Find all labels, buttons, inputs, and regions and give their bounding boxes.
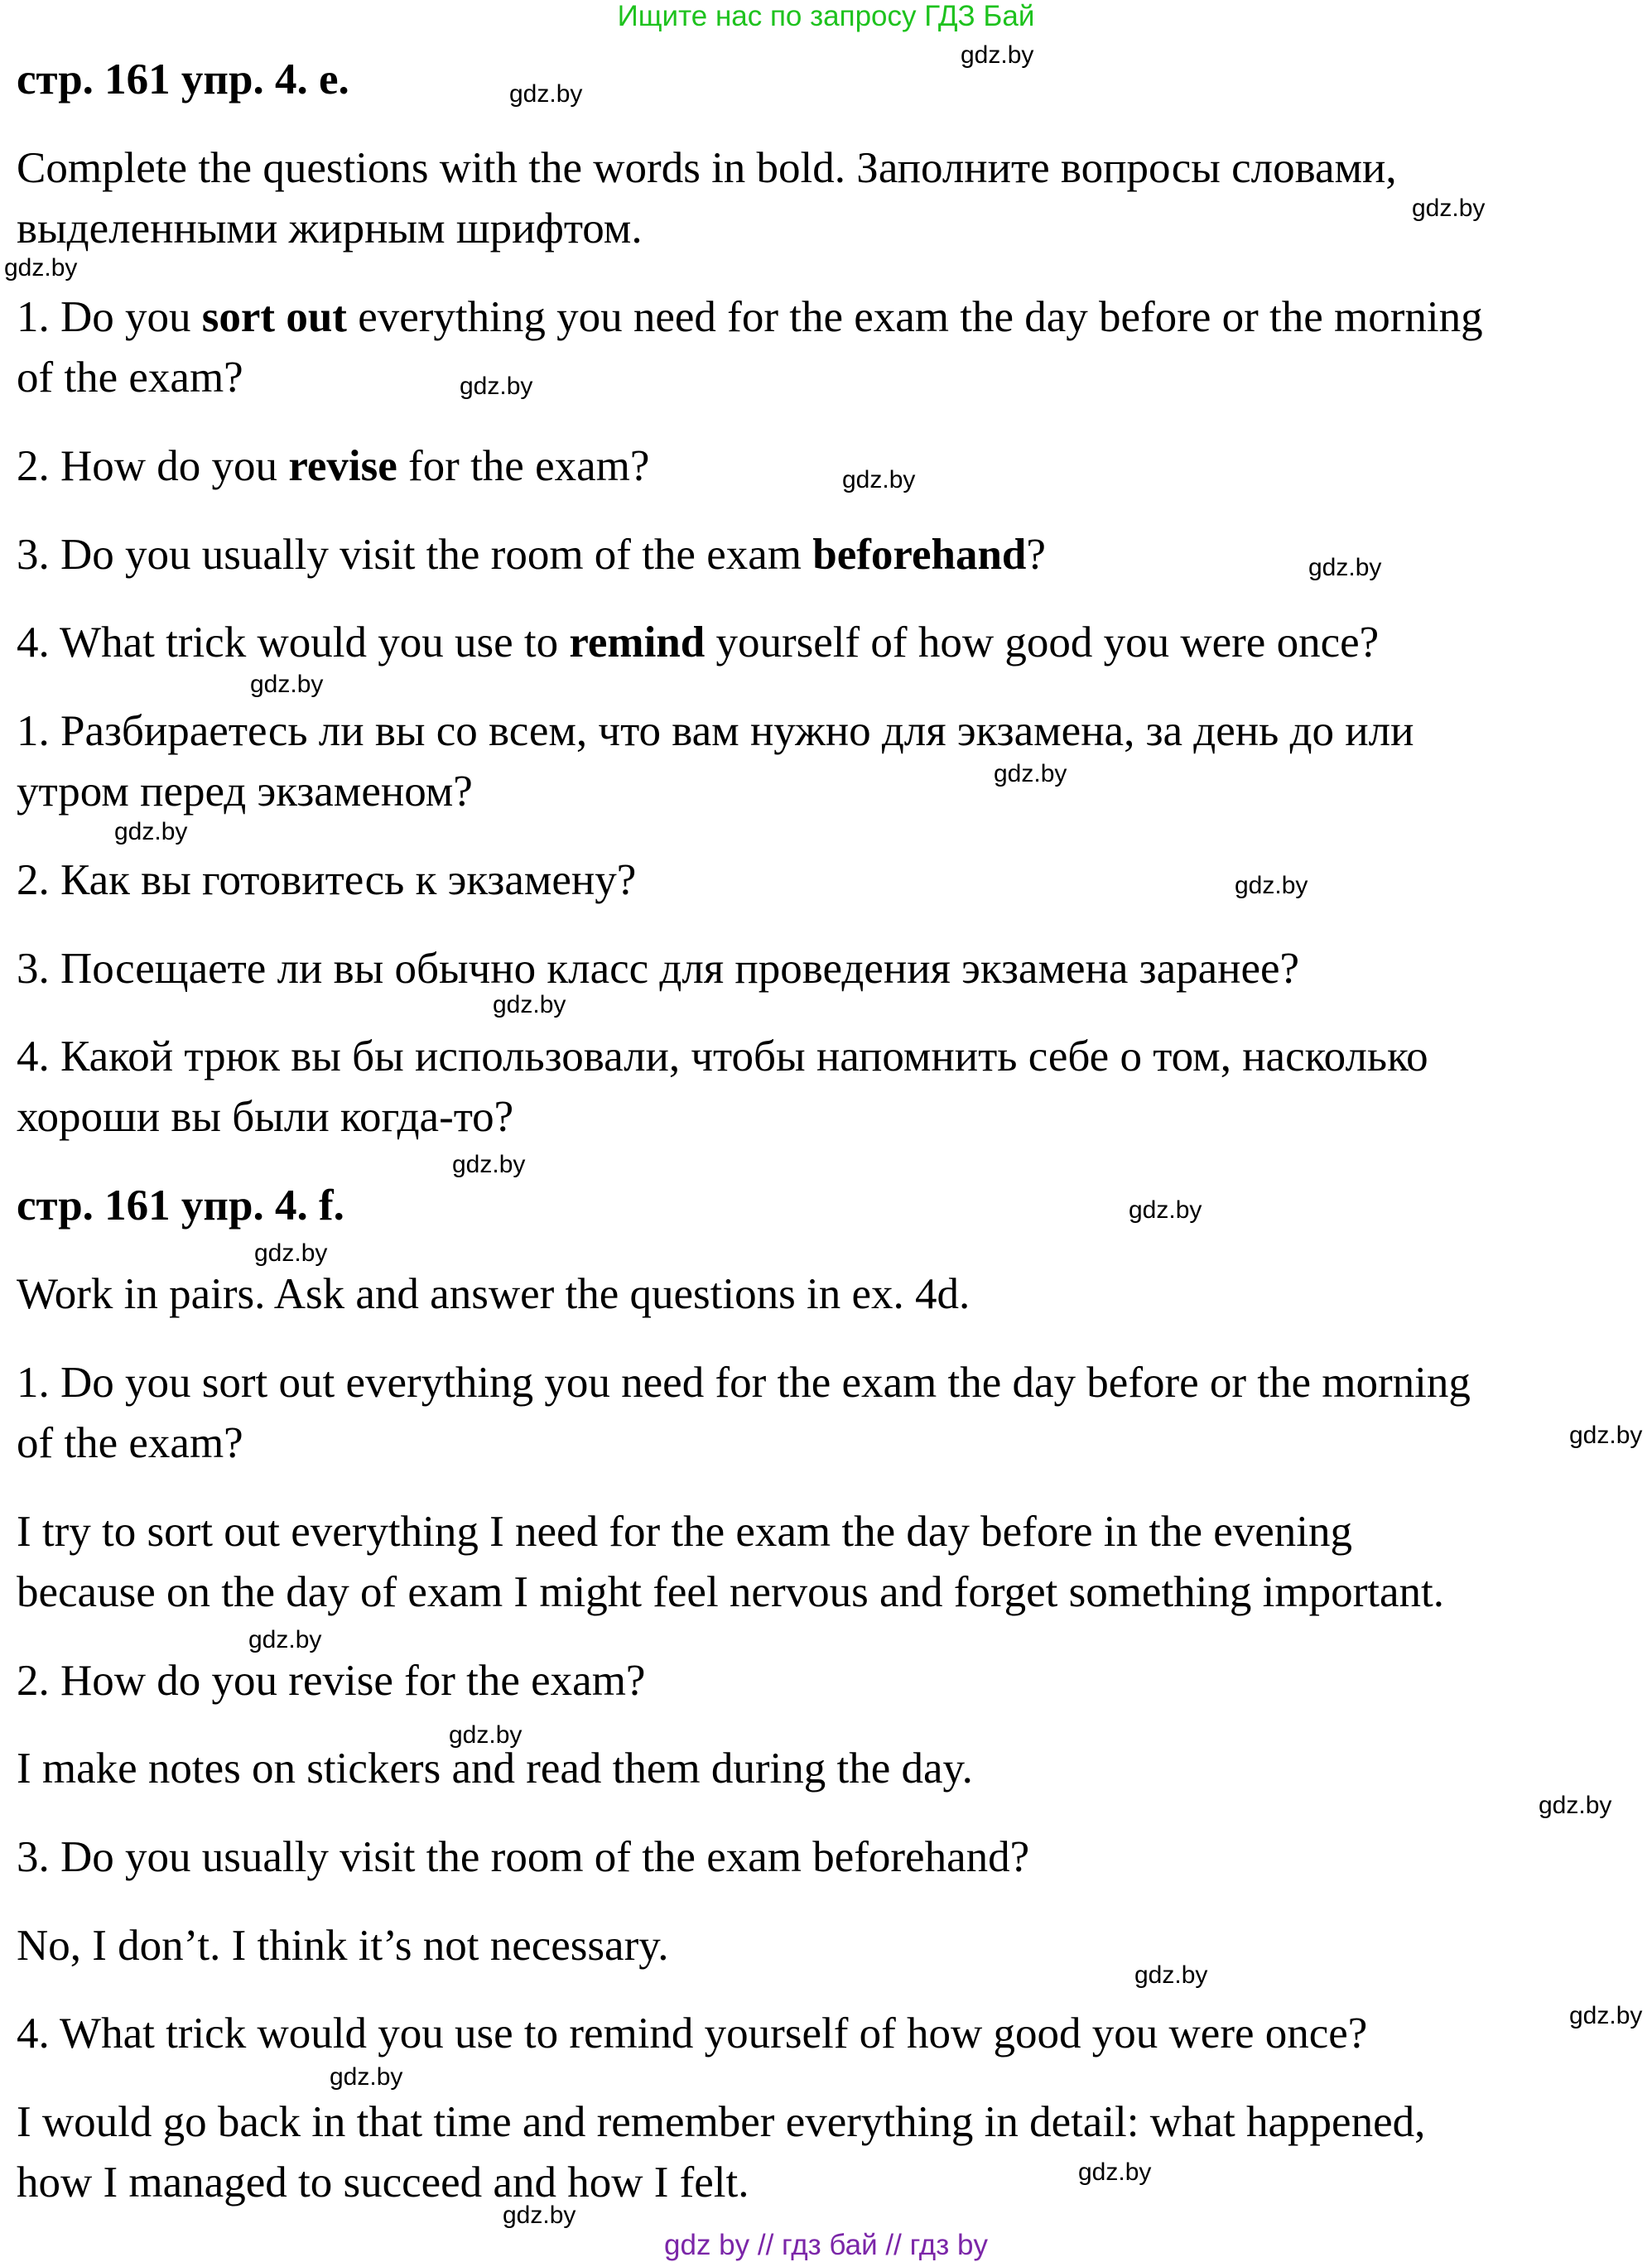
watermark: gdz.by (248, 1626, 322, 1653)
bold-phrase: sort out (201, 293, 347, 341)
answer-line: I would go back in that time and remember everything in detail: what happened, (17, 2098, 1426, 2146)
question-line: 2. How do you revise for the exam? (17, 1657, 646, 1705)
watermark: gdz.by (1539, 1792, 1612, 1819)
watermark: gdz.by (1129, 1196, 1202, 1224)
search-banner: Ищите нас по запросу ГДЗ Бай (617, 0, 1035, 32)
bold-word: beforehand (812, 531, 1027, 579)
instruction-line: Work in pairs. Ask and answer the questions in ex. 4d. (17, 1270, 970, 1318)
question-1: 1. Do you sort out everything you need for the exam the day before or the morning (17, 293, 1483, 341)
watermark: gdz.by (449, 1721, 523, 1749)
watermark: gdz.by (460, 373, 533, 400)
translation-line: 2. Как вы готовитесь к экзамену? (17, 856, 637, 904)
section-f-heading: стр. 161 упр. 4. f. (17, 1182, 344, 1230)
question-line: of the exam? (17, 1419, 243, 1467)
answer-line: I make notes on stickers and read them during the day. (17, 1745, 973, 1793)
watermark: gdz.by (1308, 554, 1382, 581)
question-line: 3. Do you usually visit the room of the exam beforehand? (17, 1833, 1030, 1881)
question-line: 1. Do you sort out everything you need for the exam the day before or the morning (17, 1359, 1471, 1407)
watermark: gdz.by (961, 41, 1034, 69)
question-2: 2. How do you revise for the exam? (17, 442, 650, 490)
bold-word: remind (569, 618, 706, 667)
watermark: gdz.by (994, 760, 1067, 787)
question-1-cont: of the exam? (17, 354, 243, 402)
watermark: gdz.by (1412, 195, 1486, 222)
answer-line: No, I don’t. I think it’s not necessary. (17, 1922, 669, 1970)
instruction-line: Complete the questions with the words in bold. Заполните вопросы словами, (17, 144, 1397, 192)
translation-line: 4. Какой трюк вы бы использовали, чтобы напомнить себе о том, насколько (17, 1032, 1428, 1080)
question-3: 3. Do you usually visit the room of the exam beforehand? (17, 531, 1046, 579)
watermark: gdz.by (1078, 2159, 1152, 2186)
translation-line: утром перед экзаменом? (17, 768, 473, 816)
watermark: gdz.by (1569, 1422, 1643, 1449)
watermark: gdz.by (1235, 872, 1308, 899)
question-4: 4. What trick would you use to remind yourself of how good you were once? (17, 618, 1380, 667)
watermark: gdz.by (330, 2063, 403, 2091)
watermark: gdz.by (452, 1151, 526, 1178)
translation-line: 1. Разбираетесь ли вы со всем, что вам нужно для экзамена, за день до или (17, 707, 1414, 755)
watermark: gdz.by (842, 466, 916, 493)
answer-line: because on the day of exam I might feel nervous and forget something important. (17, 1568, 1444, 1616)
watermark: gdz.by (4, 254, 78, 282)
section-e-heading: стр. 161 упр. 4. e. (17, 55, 349, 103)
watermark: gdz.by (1134, 1961, 1208, 1989)
instruction-line: выделенными жирным шрифтом. (17, 205, 643, 253)
bold-word: revise (288, 442, 397, 490)
translation-line: хороши вы были когда-то? (17, 1093, 514, 1141)
question-line: 4. What trick would you use to remind yourself of how good you were once? (17, 2009, 1368, 2057)
translation-line: 3. Посещаете ли вы обычно класс для проведения экзамена заранее? (17, 945, 1300, 993)
watermark: gdz.by (509, 80, 583, 108)
watermark: gdz.by (254, 1239, 328, 1267)
answer-line: I try to sort out everything I need for the exam the day before in the evening (17, 1508, 1353, 1556)
answer-line: how I managed to succeed and how I felt. (17, 2159, 749, 2207)
watermark: gdz.by (1569, 2002, 1643, 2029)
watermark: gdz.by (493, 991, 566, 1018)
watermark: gdz.by (114, 818, 188, 845)
footer-links: gdz by // гдз бай // гдз by (664, 2229, 988, 2261)
watermark: gdz.by (250, 671, 324, 698)
watermark: gdz.by (503, 2202, 576, 2229)
